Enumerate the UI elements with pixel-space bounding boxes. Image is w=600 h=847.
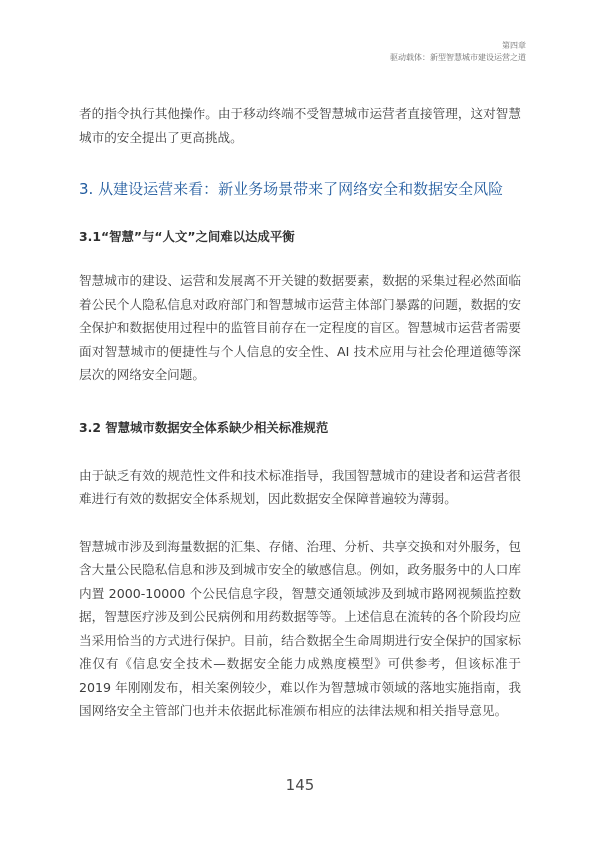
- subsection-heading-3-2: 3.2 智慧城市数据安全体系缺少相关标准规范: [79, 419, 329, 435]
- chapter-label: 第四章: [502, 41, 526, 50]
- running-header: [390, 40, 526, 64]
- page-content: [79, 102, 521, 723]
- page-number: 145: [285, 776, 315, 794]
- subsection-heading-3-1: 3.1“智慧”与“人文”之间难以达成平衡: [79, 229, 295, 244]
- section-heading: 3. 从建设运营来看：新业务场景带来了网络安全和数据安全风险: [79, 180, 504, 198]
- subsection-3-2-paragraph-1: 由于缺乏有效的规范性文件和技术标准指导，我国智慧城市的建设者和运营者很难进行有效的数据安全体系规划，因此数据安全保障普遍较为薄弱。: [79, 467, 521, 506]
- subsection-3-1-paragraph: 智慧城市的建设、运营和发展离不开关键的数据要素，数据的采集过程必然面临着公民个人隐私信息对政府部门和智慧城市运营主体部门暴露的问题，数据的安全保护和数据使用过程中的监管目前存在一定程度的盲区。智慧城市运营者需要面对智慧城市的便捷性与个人信息的安全性、AI 技术应用与社会伦理道德等深层次的网络安全问题。: [79, 273, 521, 382]
- subsection-3-2-paragraph-2: 智慧城市涉及到海量数据的汇集、存储、治理、分析、共享交换和对外服务，包含大量公民隐私信息和涉及到城市安全的敏感信息。例如，政务服务中的人口库内置 2000-10000 个公民信息字段，智慧交通领域涉及到城市路网视频监控数据，智慧医疗涉及到公民病例和用药数据等等。上述信息在流转的各个阶段均应当采用恰当的方式进行保护。目前，结合数据全生命周期进行安全保护的国家标准仅有《信息安全技术—数据安全能力成熟度模型》可供参考，但该标准于 2019 年刚刚发布，相关案例较少，难以作为智慧城市领域的落地实施指南，我国网络安全主管部门也并未依据此标准颁布相应的法律法规和相关指导意见。: [79, 538, 521, 718]
- chapter-subtitle: 驱动载体：新型智慧城市建设运营之道: [390, 53, 526, 62]
- intro-paragraph: 者的指令执行其他操作。由于移动终端不受智慧城市运营者直接管理，这对智慧城市的安全提出了更高挑战。: [79, 106, 521, 145]
